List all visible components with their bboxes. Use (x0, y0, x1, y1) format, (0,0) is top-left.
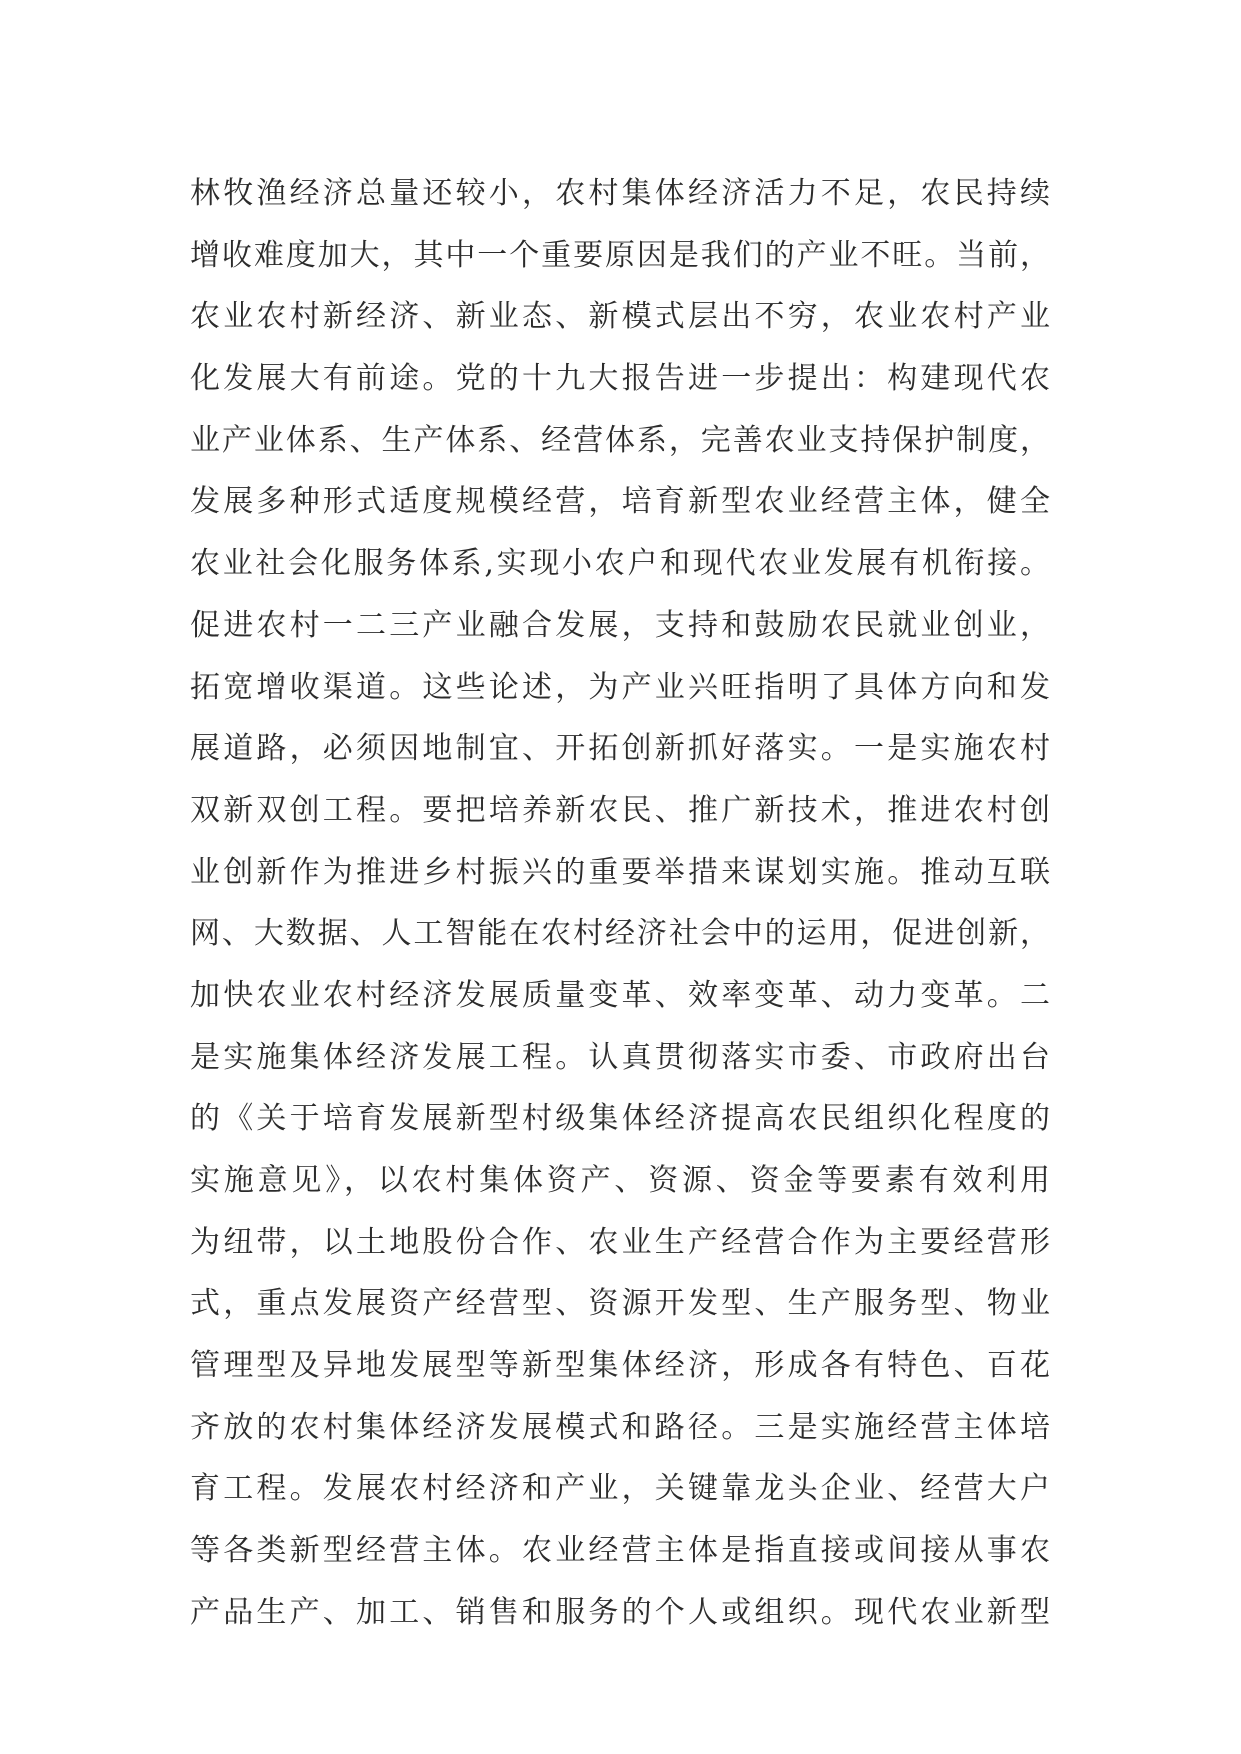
text-line: 式，重点发展资产经营型、资源开发型、生产服务型、物业 (190, 1286, 1050, 1322)
text-line: 产品生产、加工、销售和服务的个人或组织。现代农业新型 (190, 1594, 1050, 1630)
body-text (190, 163, 1050, 1644)
text-line: 化发展大有前途。党的十九大报告进一步提出：构建现代农 (190, 361, 1050, 397)
text-line: 管理型及异地发展型等新型集体经济，形成各有特色、百花 (190, 1348, 1050, 1384)
text-line: 加快农业农村经济发展质量变革、效率变革、动力变革。二 (190, 977, 1050, 1013)
text-line: 网、大数据、人工智能在农村经济社会中的运用，促进创新， (190, 916, 1050, 952)
text-line: 业创新作为推进乡村振兴的重要举措来谋划实施。推动互联 (190, 854, 1050, 890)
text-line: 展道路，必须因地制宜、开拓创新抓好落实。一是实施农村 (190, 731, 1050, 767)
text-line: 等各类新型经营主体。农业经营主体是指直接或间接从事农 (190, 1533, 1050, 1569)
text-line: 农业农村新经济、新业态、新模式层出不穷，农业农村产业 (190, 299, 1050, 335)
text-line: 双新双创工程。要把培养新农民、推广新技术，推进农村创 (190, 792, 1050, 828)
text-line: 发展多种形式适度规模经营，培育新型农业经营主体，健全 (190, 484, 1050, 520)
text-line: 农业社会化服务体系,实现小农户和现代农业发展有机衔接。 (190, 546, 1050, 582)
text-line: 齐放的农村集体经济发展模式和路径。三是实施经营主体培 (190, 1409, 1050, 1445)
text-line: 促进农村一二三产业融合发展，支持和鼓励农民就业创业， (190, 607, 1050, 643)
text-line: 是实施集体经济发展工程。认真贯彻落实市委、市政府出台 (190, 1039, 1050, 1075)
text-line: 育工程。发展农村经济和产业，关键靠龙头企业、经营大户 (190, 1471, 1050, 1507)
text-line: 的《关于培育发展新型村级集体经济提高农民组织化程度的 (190, 1101, 1050, 1137)
text-line: 为纽带，以土地股份合作、农业生产经营合作为主要经营形 (190, 1224, 1050, 1260)
text-line: 林牧渔经济总量还较小，农村集体经济活力不足，农民持续 (190, 176, 1050, 211)
text-line: 拓宽增收渠道。这些论述，为产业兴旺指明了具体方向和发 (190, 669, 1050, 705)
text-line: 实施意见》，以农村集体资产、资源、资金等要素有效利用 (190, 1163, 1050, 1198)
text-line: 增收难度加大，其中一个重要原因是我们的产业不旺。当前， (190, 237, 1050, 273)
text-line: 业产业体系、生产体系、经营体系，完善农业支持保护制度， (190, 422, 1050, 458)
